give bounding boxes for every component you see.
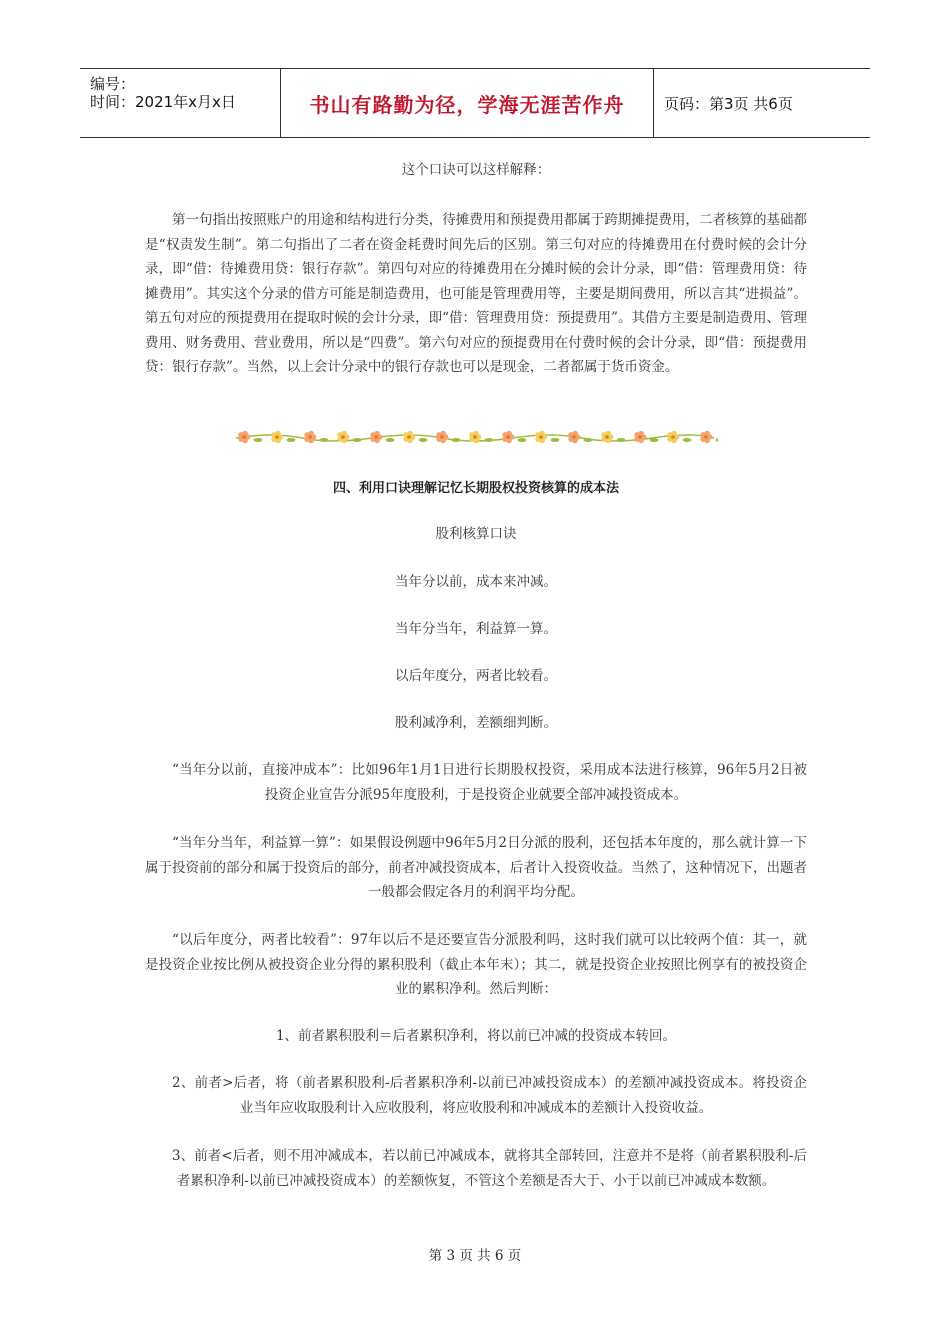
explanation-line-1: “当年分以前，直接冲成本”：比如96年1月1日进行长期股权投资，采用成本法进行核算，96年5月2日被投资企业宣告分派95年度股利，于是投资企业就要全部冲减投资成本。: [172, 762, 807, 803]
document-time-label: 时间：2021年x月x日: [90, 93, 236, 111]
leaf-icon: [320, 438, 329, 442]
leaf-icon: [650, 438, 659, 442]
header-page-info: 页码：第3页 共6页: [664, 94, 793, 113]
leaf-icon: [254, 438, 263, 442]
intro-line: 这个口诀可以这样解释：: [401, 162, 551, 178]
leaf-icon: [386, 438, 395, 442]
rhyme-line: 当年分当年，利益算一算。: [395, 621, 557, 637]
judgement-item-1: 1、前者累积股利＝后者累积净利，将以前已冲减的投资成本转回。: [275, 1028, 677, 1044]
leaf-icon: [287, 438, 296, 442]
leaf-icon: [617, 438, 626, 442]
orange-flower-icon: [304, 431, 316, 443]
explanation-paragraph: 第一句指出按照账户的用途和结构进行分类，待摊费用和预提费用都属于跨期摊提费用，二者核算的基础都是“权责发生制”。第二句指出了二者在资金耗费时间先后的区别。第三句对应的待摊费用在付费时候的会计分录，即“借：待摊费用贷：银行存款”。第四句对应的待摊费用在分摊时候的会计分录，即“借：管理费用贷：待摊费用”。其实这个分录的借方可能是制造费用，也可能是管理费用等，主要是期间费用，所以言其“进损益”。第五句对应的预提费用在提取时候的会计分录，即“借：管理费用贷：预提费用”。其借方主要是制造费用、管理费用、财务费用、营业费用，所以是“四费”。第六句对应的预提费用在付费时候的会计分录，即“借：预提费用贷：银行存款”。当然，以上会计分录中的银行存款也可以是现金，二者都属于货币资金。: [145, 212, 807, 375]
rhyme-title: 股利核算口诀: [435, 526, 517, 542]
header-page-cell: [654, 69, 870, 137]
rhyme-line: 当年分以前，成本来冲减。: [395, 574, 557, 590]
flower-vine-divider: [232, 424, 718, 450]
page-footer: 第 3 页 共 6 页: [428, 1248, 522, 1264]
orange-flower-icon: [436, 431, 448, 443]
rhyme-line: 股利减净利，差额细判断。: [395, 715, 557, 731]
explanation-line-3: “以后年度分，两者比较看”：97年以后不是还要宣告分派股利吗，这时我们就可以比较两个值：其一，就是投资企业按比例从被投资企业分得的累积股利（截止本年末）；其二，就是投资企业按照比例享有的被投资企业的累积净利。然后判断：: [145, 932, 807, 997]
orange-flower-icon: [502, 431, 514, 443]
orange-flower-icon: [238, 431, 250, 443]
page-header: [80, 68, 870, 138]
section-heading: 四、利用口诀理解记忆长期股权投资核算的成本法: [332, 481, 619, 496]
rhyme-line: 以后年度分，两者比较看。: [395, 668, 557, 684]
leaf-icon: [584, 438, 593, 442]
orange-flower-icon: [634, 431, 646, 443]
motto: 书山有路勤为径，学海无涯苦作舟: [309, 92, 625, 117]
document-number-label: 编号：: [90, 75, 136, 93]
yellow-flower-icon: [337, 431, 349, 443]
explanation-line-2: “当年分当年，利益算一算”：如果假设例题中96年5月2日分派的股利，还包括本年度的，那么就计算一下属于投资前的部分和属于投资后的部分，前者冲减投资成本，后者计入投资收益。当然了，这种情况下，出题者一般都会假定各月的利润平均分配。: [145, 835, 807, 900]
judgement-item-2: 2、前者>后者，将（前者累积股利-后者累积净利-以前已冲减投资成本）的差额冲减投资成本。将投资企业当年应收取股利计入应收股利，将应收股利和冲减成本的差额计入投资收益。: [172, 1075, 807, 1116]
leaf-icon: [551, 438, 560, 442]
yellow-flower-icon: [667, 431, 679, 443]
yellow-flower-icon: [403, 431, 415, 443]
leaf-icon: [485, 438, 494, 442]
leaf-icon: [353, 438, 362, 442]
leaf-icon: [419, 438, 428, 442]
header-meta-cell: [80, 69, 281, 137]
leaf-icon: [518, 438, 527, 442]
leaf-icon: [716, 438, 719, 442]
leaf-icon: [452, 438, 461, 442]
orange-flower-icon: [700, 431, 712, 443]
judgement-item-3: 3、前者<后者，则不用冲减成本，若以前已冲减成本，就将其全部转回，注意并不是将（前者累积股利-后者累积净利-以前已冲减投资成本）的差额恢复，不管这个差额是否大于、小于以前已冲减成本数额。: [172, 1148, 807, 1189]
orange-flower-icon: [568, 431, 580, 443]
leaf-icon: [683, 438, 692, 442]
orange-flower-icon: [370, 431, 382, 443]
yellow-flower-icon: [535, 431, 547, 443]
yellow-flower-icon: [271, 431, 283, 443]
header-motto-cell: [281, 69, 654, 137]
